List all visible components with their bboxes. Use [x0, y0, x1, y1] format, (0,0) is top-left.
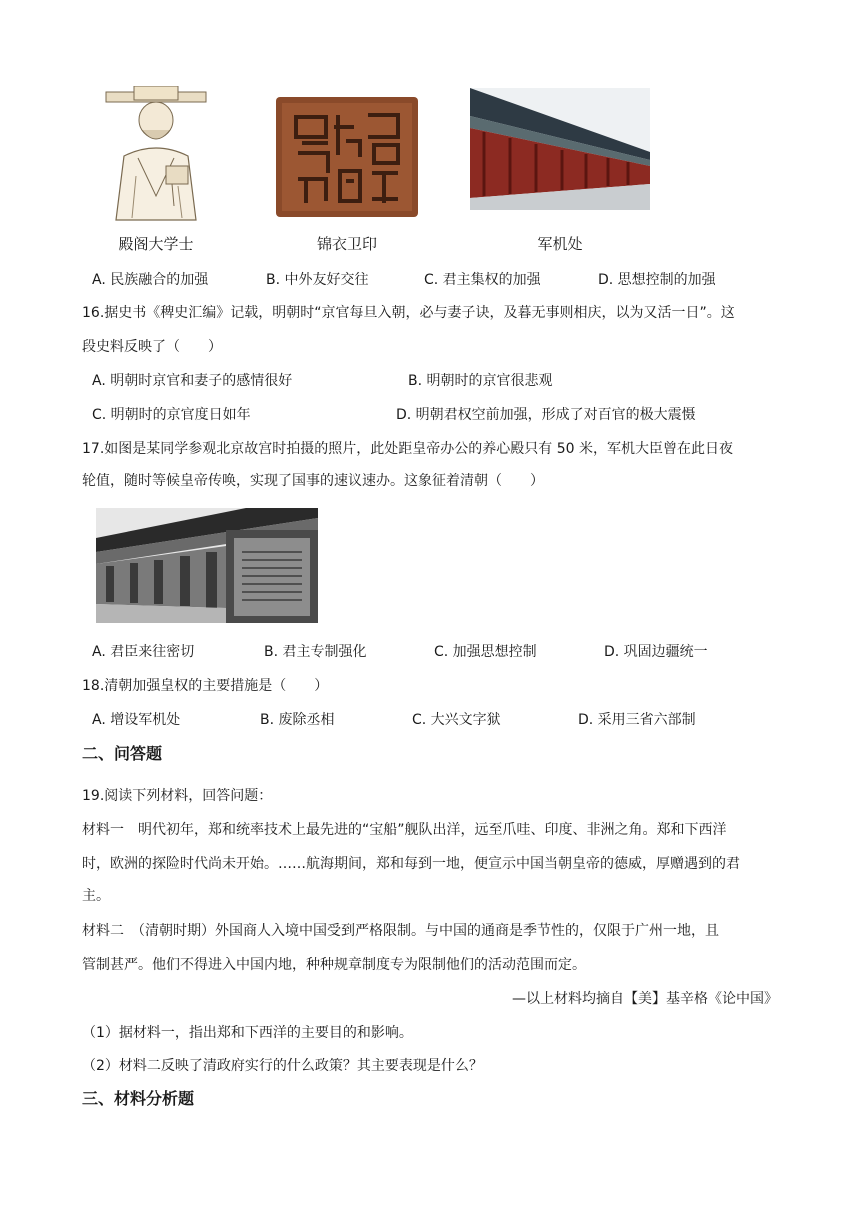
q17-option-c[interactable]: C. 加强思想控制	[434, 644, 537, 660]
q16-option-d[interactable]: D. 明朝君权空前加强，形成了对百官的极大震慑	[396, 407, 696, 423]
seal-image	[276, 97, 418, 217]
q17-option-d[interactable]: D. 巩固边疆统一	[604, 644, 708, 660]
q15-option-d[interactable]: D. 思想控制的加强	[598, 272, 716, 288]
q15-option-c[interactable]: C. 君主集权的加强	[424, 272, 541, 288]
q19-material1-line1: 材料一 明代初年，郑和统率技术上最先进的“宝船”舰队出洋，远至爪哇、印度、非洲之角。郑和下西洋	[82, 822, 727, 838]
q19-material1-line2: 时，欧洲的探险时代尚未开始。……航海期间，郑和每到一地，便宣示中国当朝皇帝的德威，厚赠遇到的君	[82, 856, 740, 872]
palace-photo	[96, 508, 318, 623]
q17-option-a[interactable]: A. 君臣来往密切	[92, 644, 195, 660]
official-figure-image	[96, 86, 216, 222]
q17-stem-line2: 轮值，随时等候皇帝传唤，实现了国事的速议速办。这象征着清朝（ ）	[82, 473, 544, 489]
q18-option-d[interactable]: D. 采用三省六部制	[578, 712, 696, 728]
q16-stem-line1: 16.据史书《稗史汇编》记载，明朝时“京官每旦入朝，必与妻子诀，及暮无事则相庆，以为又活一日”。这	[82, 305, 735, 321]
image-caption-1: 殿阁大学士	[118, 235, 194, 253]
q18-option-b[interactable]: B. 废除丞相	[260, 712, 335, 728]
q16-stem-line2: 段史料反映了（ ）	[82, 339, 222, 355]
q18-option-c[interactable]: C. 大兴文字狱	[412, 712, 501, 728]
q19-sub-question-1: （1）据材料一，指出郑和下西洋的主要目的和影响。	[82, 1025, 413, 1041]
junjichu-photo	[470, 88, 650, 210]
section-2-title: 二、问答题	[82, 744, 163, 763]
q19-source: —以上材料均摘自【美】基辛格《论中国》	[512, 991, 778, 1007]
image-caption-3: 军机处	[537, 235, 583, 253]
section-3-title: 三、材料分析题	[82, 1089, 195, 1108]
q19-material1-line3: 主。	[82, 888, 110, 904]
q17-option-b[interactable]: B. 君主专制强化	[264, 644, 367, 660]
q16-option-c[interactable]: C. 明朝时的京官度日如年	[92, 407, 251, 423]
q16-option-a[interactable]: A. 明朝时京官和妻子的感情很好	[92, 373, 293, 389]
image-caption-2: 锦衣卫印	[316, 235, 377, 253]
q16-option-b[interactable]: B. 明朝时的京官很悲观	[408, 373, 553, 389]
q15-option-a[interactable]: A. 民族融合的加强	[92, 272, 209, 288]
q18-stem: 18.清朝加强皇权的主要措施是（ ）	[82, 678, 329, 694]
q19-material2-line2: 管制甚严。他们不得进入中国内地，种种规章制度专为限制他们的活动范围而定。	[82, 957, 586, 973]
q19-material2-line1: 材料二 （清朝时期）外国商人入境中国受到严格限制。与中国的通商是季节性的，仅限于广州一地，且	[82, 923, 719, 939]
q15-option-b[interactable]: B. 中外友好交往	[266, 272, 369, 288]
q19-stem: 19.阅读下列材料，回答问题：	[82, 788, 273, 804]
q19-sub-question-2: （2）材料二反映了清政府实行的什么政策？其主要表现是什么？	[82, 1058, 483, 1074]
q17-stem-line1: 17.如图是某同学参观北京故宫时拍摄的照片，此处距皇帝办公的养心殿只有 50 米，军机大臣曾在此日夜	[82, 441, 733, 457]
q18-option-a[interactable]: A. 增设军机处	[92, 712, 181, 728]
